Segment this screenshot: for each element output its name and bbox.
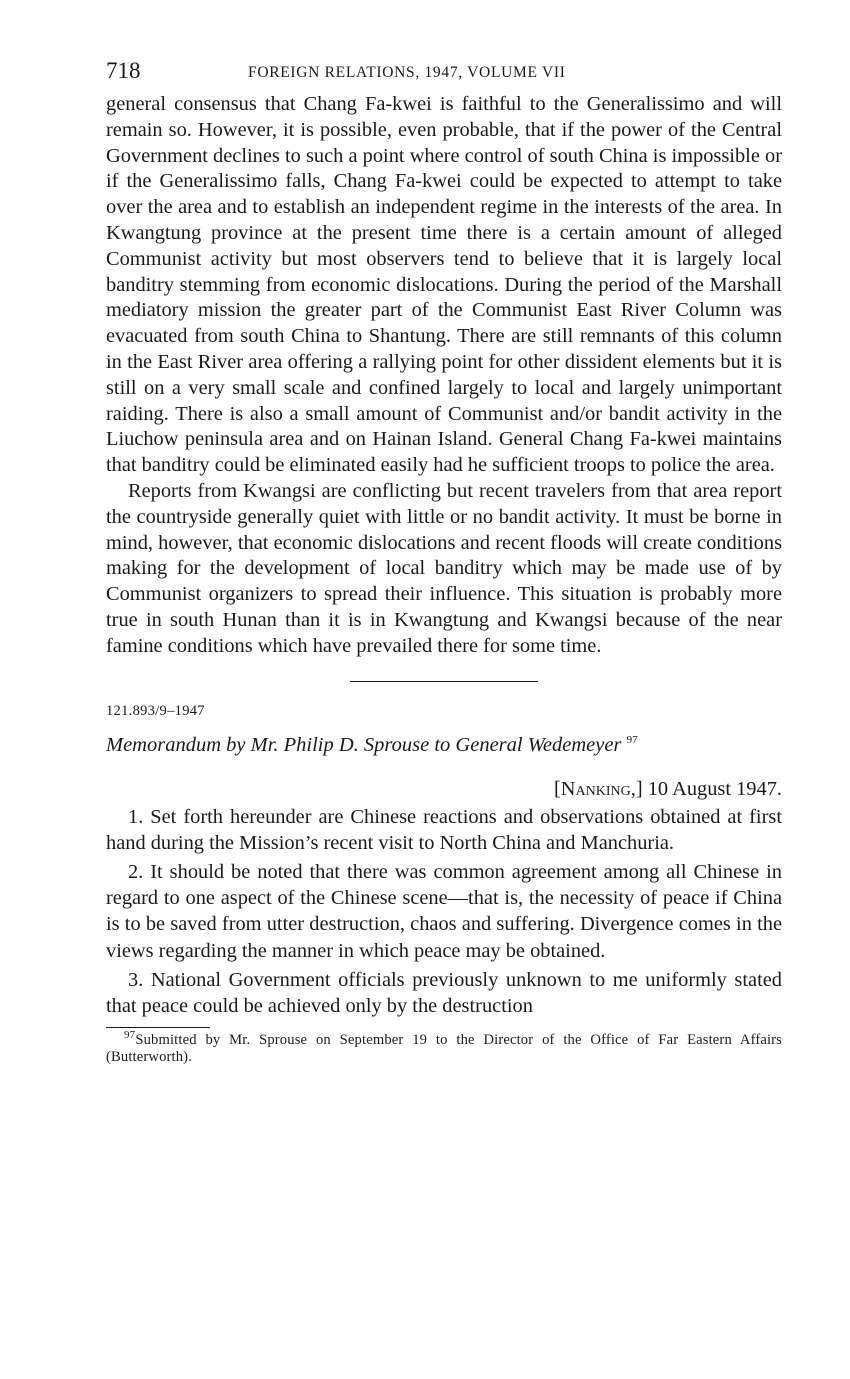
footnote xyxy=(106,1029,782,1065)
dateline xyxy=(106,776,782,802)
footnote-divider xyxy=(106,1027,210,1028)
document-title-text: Memorandum by Mr. Philip D. Sprouse to General Wedemeyer xyxy=(106,733,622,756)
footnote-text: Submitted by Mr. Sprouse on September 19 to the Director of the Office of Far Eastern Affairs (Butterworth). xyxy=(106,1032,782,1065)
document-page xyxy=(106,58,782,1065)
paragraph-kwangsi-reports: Reports from Kwangsi are conflicting but recent travelers from that area report the countryside generally quiet with little or no bandit activity. It must be borne in mind, however, that economic dislocations and recent floods will create conditions making for the development of local banditry which may be made use of by Communist organizers to spread their influence. This situation is probably more true in south Hunan than it is in Kwangtung and Kwangsi because of the near famine conditions which have prevailed there for some time. xyxy=(106,479,782,657)
page-number: 718 xyxy=(106,58,141,83)
memorandum-body xyxy=(106,804,782,1020)
dateline-place: [Nanking,] xyxy=(554,777,643,800)
dateline-date: 10 August 1947. xyxy=(647,777,782,800)
footnote-mark: 97 xyxy=(124,1029,136,1042)
running-head xyxy=(106,58,782,92)
memo-paragraph-2: 2. It should be noted that there was common agreement among all Chinese in regard to one aspect of the Chinese scene—that is, the necessity of peace if China is to be saved from utter destruction, chaos and suffering. Divergence comes in the views regarding the manner in which peace may be obtained. xyxy=(106,860,782,962)
footnote-reference: 97 xyxy=(626,733,638,746)
paragraph-continued: general consensus that Chang Fa-kwei is faithful to the Generalissimo and will remain so. However, it is possible, even probable, that if the power of the Central Government declines to such a point where control of south China is impossible or if the Generalissimo falls, Chang Fa-kwei could be expected to attempt to take over the area and to establish an independent regime in the interests of the area. In Kwangtung province at the present time there is a certain amount of alleged Communist activity but most observers tend to believe that it is largely local banditry stemming from economic dislocations. During the period of the Marshall mediatory mission the greater part of the Communist East River Column was evacuated from south China to Shantung. There are still remnants of this column in the East River area offering a rallying point for other dissident elements but it is still on a very small scale and confined largely to local and largely unimportant raiding. There is also a small amount of Communist and/or bandit activity in the Liuchow peninsula area and on Hainan Island. General Chang Fa-kwei maintains that banditry could be eliminated easily had he sufficient troops to police the area. xyxy=(106,93,782,477)
running-head-title: FOREIGN RELATIONS, 1947, VOLUME VII xyxy=(248,64,566,81)
section-divider xyxy=(350,681,538,682)
memo-paragraph-1: 1. Set forth hereunder are Chinese reactions and observations obtained at first hand during the Mission’s recent visit to North China and Manchuria. xyxy=(106,805,782,854)
document-title xyxy=(106,732,782,758)
document-file-number: 121.893/9–1947 xyxy=(106,702,205,719)
memo-paragraph-3: 3. National Government officials previously unknown to me uniformly stated that peace could be achieved only by the destruction xyxy=(106,968,782,1017)
